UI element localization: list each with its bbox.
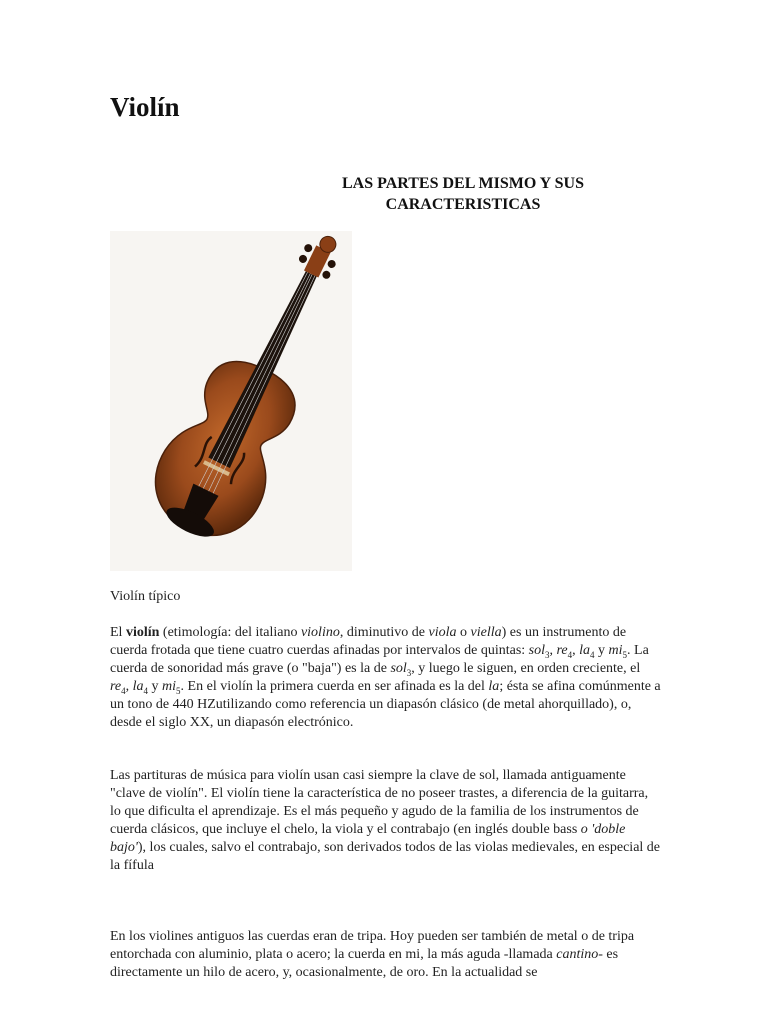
section-subtitle: LAS PARTES DEL MISMO Y SUS CARACTERISTICAS	[341, 175, 584, 213]
text-run: 4	[567, 649, 573, 660]
text-run: 3	[406, 667, 412, 678]
paragraph-partituras	[110, 767, 662, 875]
text-run: la	[488, 679, 500, 694]
text-run: y	[148, 679, 163, 694]
text-run: o	[456, 625, 471, 640]
text-run: 5	[176, 685, 181, 696]
text-run: 5	[622, 649, 628, 660]
text-run: re	[110, 679, 122, 694]
text-run: ) es un instrumento de cuerda frotada que tiene cuatro cuerdas afinadas por intervalos de quintas:	[110, 625, 627, 658]
page-title: Violín	[110, 92, 180, 122]
text-run: (etimología: del italiano	[159, 625, 301, 640]
text-run: y	[594, 643, 609, 658]
text-run: violino	[300, 625, 340, 640]
text-run: o 'doble bajo'	[110, 822, 626, 855]
text-run: 4	[121, 685, 126, 696]
text-run: En los violines antiguos las cuerdas eran de tripa. Hoy pueden ser también de metal o de tripa entorchada con aluminio, plata o acero; la cuerda en mi, la más aguda -llamada	[110, 929, 635, 962]
text-run: re	[556, 643, 568, 658]
violin-illustration	[110, 231, 352, 571]
text-run: sol	[528, 643, 545, 658]
text-run: , diminutivo de	[339, 625, 429, 640]
paragraph-intro	[110, 624, 662, 732]
text-run: ,	[572, 643, 580, 658]
text-run: la	[579, 643, 591, 658]
violin-photo	[110, 231, 352, 571]
text-run: sol	[390, 661, 407, 676]
paragraph-cuerdas	[110, 928, 662, 982]
text-run: ,	[549, 643, 557, 658]
text-run: 4	[590, 649, 595, 660]
text-run: viola	[428, 625, 457, 640]
text-run: mi	[162, 679, 177, 694]
text-run: ), los cuales, salvo el contrabajo, son derivados todos de las violas medievales, en especial de la fífula	[110, 840, 661, 873]
text-run: . La cuerda de sonoridad más grave (o "baja") es la de	[110, 643, 649, 676]
text-run: 3	[545, 649, 550, 660]
text-run: . En el violín la primera cuerda en ser afinada es la del	[180, 679, 489, 694]
text-run: ,	[125, 679, 133, 694]
text-run: es directamente un hilo de acero, y, ocasionalmente, de oro. En la actualidad se	[110, 947, 619, 980]
text-run: cantino-	[556, 947, 603, 962]
text-run: violín	[125, 625, 160, 640]
image-caption: Violín típico	[110, 589, 181, 604]
text-run: El	[110, 625, 126, 640]
text-run: Las partituras de música para violín usan casi siempre la clave de sol, llamada antiguamente "clave de violín". El violín tiene la característica de no poseer trastes, a diferencia de la guitarra, lo que dificulta el aprendizaje. Es el más pequeño y agudo de la familia de los instrumentos de cuerda clásicos, que incluye el chelo, la viola y el contrabajo (en inglés double bass	[110, 768, 649, 837]
text-run: mi	[608, 643, 623, 658]
text-run: , y luego le siguen, en orden creciente, el	[411, 661, 641, 676]
text-run: 4	[143, 685, 149, 696]
text-run: la	[132, 679, 144, 694]
text-run: viella	[470, 625, 502, 640]
text-run: ; ésta se afina comúnmente a un tono de 440 HZutilizando como referencia un diapasón clásico (de metal ahorquillado), o, desde el siglo XX, un diapasón electrónico.	[110, 679, 661, 730]
